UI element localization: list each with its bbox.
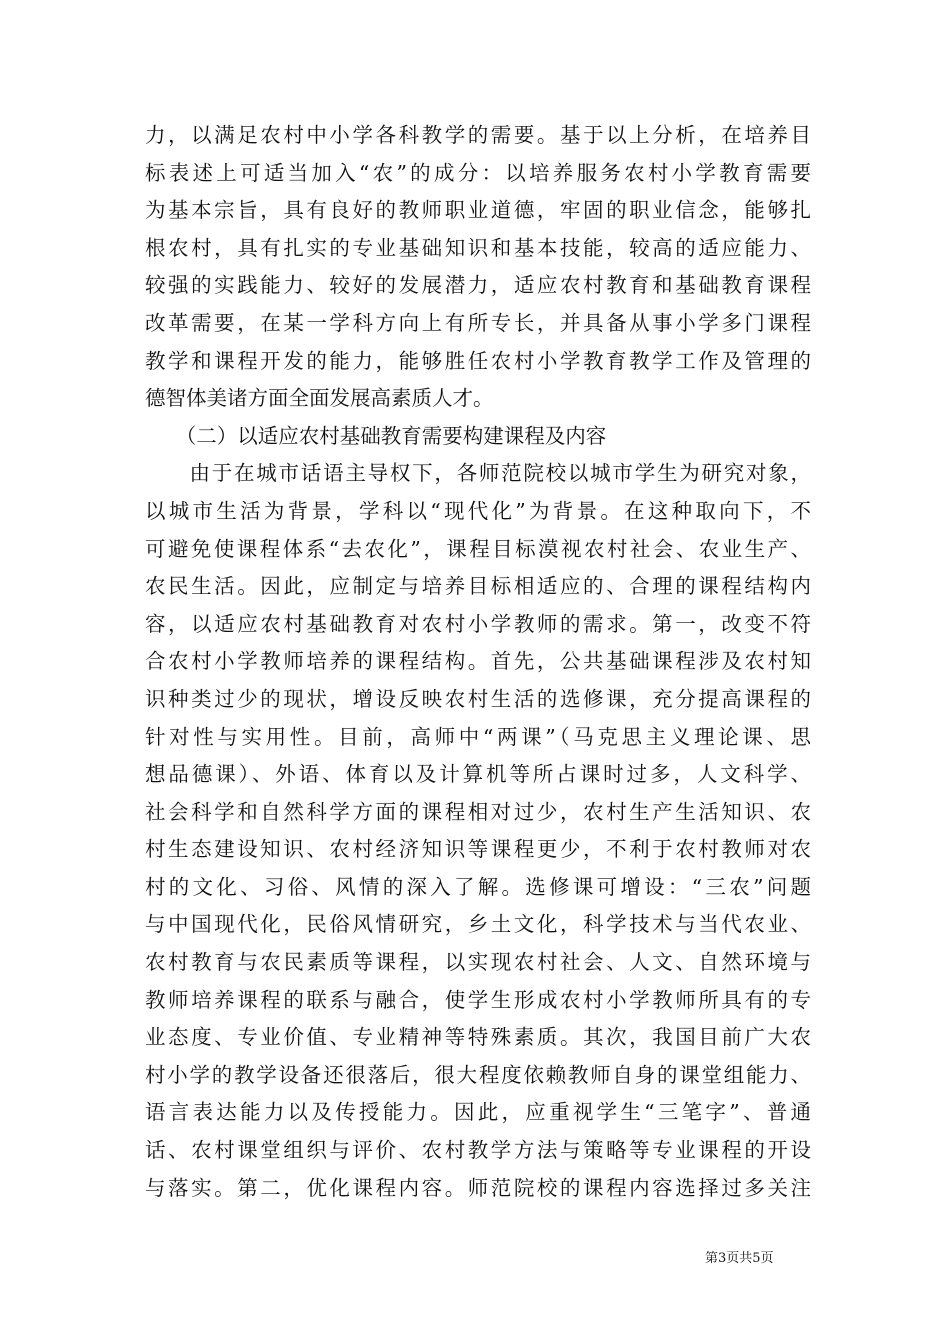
text-line: 合农村小学教师培养的课程结构。首先，公共基础课程涉及农村知 — [145, 649, 811, 674]
page-number: 第3页共5页 — [705, 1251, 774, 1266]
text-line: 村小学的教学设备还很落后，很大程度依赖教师自身的课堂组能力、 — [145, 1062, 811, 1087]
text-line: 根农村，具有扎实的专业基础知识和基本技能，较高的适应能力、 — [145, 235, 811, 260]
text-line: 与中国现代化，民俗风情研究，乡土文化，科学技术与当代农业、 — [145, 912, 811, 937]
text-line: 语言表达能力以及传授能力。因此，应重视学生“三笔字”、普通 — [145, 1100, 811, 1125]
text-line: 教学和课程开发的能力，能够胜任农村小学教育教学工作及管理的 — [145, 348, 811, 373]
text-line: 识种类过少的现状，增设反映农村生活的选修课，充分提高课程的 — [145, 686, 811, 711]
text-line: 村的文化、习俗、风情的深入了解。选修课可增设：“三农”问题 — [145, 874, 811, 899]
text-line: 以城市生活为背景，学科以“现代化”为背景。在这种取向下，不 — [145, 498, 811, 523]
text-line: 想品德课）、外语、体育以及计算机等所占课时过多，人文科学、 — [145, 762, 811, 787]
text-line: 话、农村课堂组织与评价、农村教学方法与策略等专业课程的开设 — [145, 1138, 811, 1163]
text-line: 为基本宗旨，具有良好的教师职业道德，牢固的职业信念，能够扎 — [145, 198, 811, 223]
text-line: 社会科学和自然科学方面的课程相对过少，农村生产生活知识、农 — [145, 799, 811, 824]
text-line: 业态度、专业价值、专业精神等特殊素质。其次，我国目前广大农 — [145, 1025, 811, 1050]
text-line: 容，以适应农村基础教育对农村小学教师的需求。第一，改变不符 — [145, 611, 811, 636]
text-line: 教师培养课程的联系与融合，使学生形成农村小学教师所具有的专 — [145, 987, 811, 1012]
text-line: 由于在城市话语主导权下，各师范院校以城市学生为研究对象， — [145, 461, 811, 486]
text-line: 针对性与实用性。目前，高师中“两课”（马克思主义理论课、思 — [145, 724, 811, 749]
text-line: 村生态建设知识、农村经济知识等课程更少，不利于农村教师对农 — [145, 837, 811, 862]
section-heading: （二）以适应农村基础教育需要构建课程及内容 — [145, 423, 607, 448]
text-line: 农村教育与农民素质等课程，以实现农村社会、人文、自然环境与 — [145, 950, 811, 975]
text-line: 较强的实践能力、较好的发展潜力，适应农村教育和基础教育课程 — [145, 273, 811, 298]
text-line: 标表述上可适当加入“农”的成分：以培养服务农村小学教育需要 — [145, 160, 811, 185]
text-line: 德智体美诸方面全面发展高素质人才。 — [145, 386, 494, 411]
text-line: 与落实。第二，优化课程内容。师范院校的课程内容选择过多关注 — [145, 1175, 811, 1200]
text-line: 可避免使课程体系“去农化”，课程目标漠视农村社会、农业生产、 — [145, 536, 811, 561]
body-text — [145, 117, 811, 1207]
text-line: 农民生活。因此，应制定与培养目标相适应的、合理的课程结构内 — [145, 574, 811, 599]
text-line: 改革需要，在某一学科方向上有所专长，并具备从事小学多门课程 — [145, 310, 811, 335]
text-line: 力，以满足农村中小学各科教学的需要。基于以上分析，在培养目 — [145, 123, 811, 147]
